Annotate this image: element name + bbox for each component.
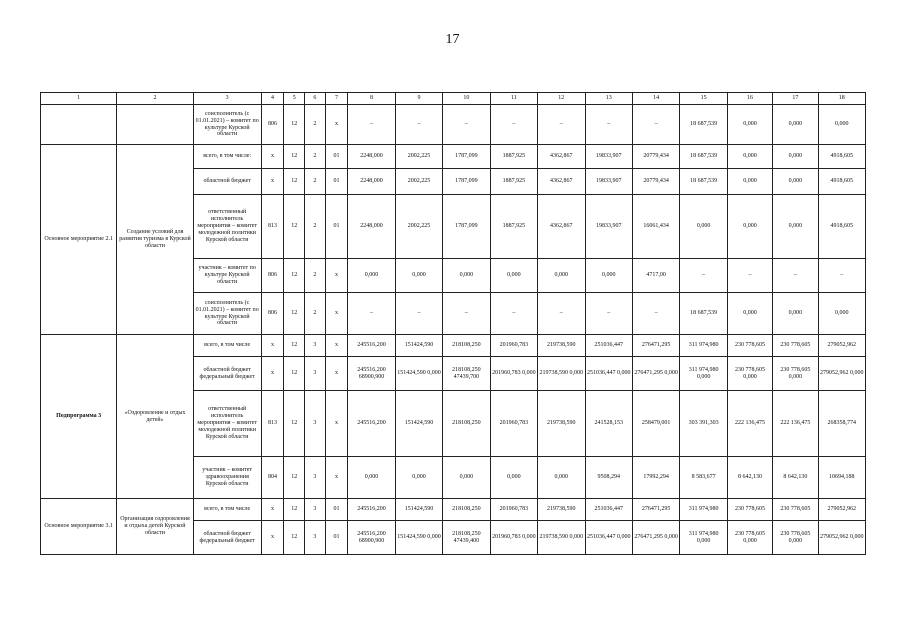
value-cell: 3 xyxy=(305,457,326,499)
value-cell: 2002,225 xyxy=(395,195,442,259)
value-cell: 222 136,475 xyxy=(727,391,772,457)
executor-cell: областной бюджет федеральный бюджет xyxy=(193,521,261,555)
value-cell: 8 642,130 xyxy=(773,457,818,499)
value-cell: 3 xyxy=(305,335,326,357)
value-cell: 230 778,605 xyxy=(727,335,772,357)
value-cell: 0,000 xyxy=(773,169,818,195)
value-cell: – xyxy=(773,259,818,293)
value-cell: 20779,434 xyxy=(632,169,679,195)
value-cell: 2248,000 xyxy=(348,169,395,195)
value-cell: 230 778,605 xyxy=(773,499,818,521)
value-cell: 12 xyxy=(284,335,305,357)
value-cell: x xyxy=(261,145,284,169)
value-cell: 251036,447 xyxy=(585,499,632,521)
value-cell: – xyxy=(538,105,585,145)
value-cell: 0,000 xyxy=(727,169,772,195)
value-cell: 12 xyxy=(284,391,305,457)
value-cell: – xyxy=(490,105,537,145)
value-cell: 0,000 xyxy=(538,259,585,293)
value-cell: 230 778,605 0,000 xyxy=(727,521,772,555)
program-description-cell: «Оздоровление и отдых детей» xyxy=(117,335,193,499)
value-cell: 2248,000 xyxy=(348,195,395,259)
value-cell: 2 xyxy=(305,293,326,335)
executor-cell: областной бюджет xyxy=(193,169,261,195)
value-cell: 276471,295 0,000 xyxy=(632,521,679,555)
value-cell: 279052,962 0,000 xyxy=(818,521,865,555)
column-header: 12 xyxy=(538,93,585,105)
executor-cell: ответственный исполнитель мероприятия – комитет молодежной политики Курской области xyxy=(193,391,261,457)
value-cell: 0,000 xyxy=(443,457,490,499)
value-cell: 4717,00 xyxy=(632,259,679,293)
value-cell: 230 778,605 0,000 xyxy=(773,521,818,555)
value-cell: 218108,250 xyxy=(443,391,490,457)
value-cell: 222 136,475 xyxy=(773,391,818,457)
column-header: 8 xyxy=(348,93,395,105)
value-cell: 10694,188 xyxy=(818,457,865,499)
value-cell: 12 xyxy=(284,105,305,145)
value-cell: – xyxy=(395,293,442,335)
value-cell: x xyxy=(325,335,348,357)
value-cell: 0,000 xyxy=(443,259,490,293)
value-cell: 201960,783 xyxy=(490,391,537,457)
value-cell: – xyxy=(727,259,772,293)
value-cell: 3 xyxy=(305,521,326,555)
column-header: 13 xyxy=(585,93,632,105)
value-cell: 3 xyxy=(305,357,326,391)
executor-cell: участник – комитет здравоохранения Курской области xyxy=(193,457,261,499)
column-header: 17 xyxy=(773,93,818,105)
value-cell: – xyxy=(443,105,490,145)
value-cell: 2 xyxy=(305,259,326,293)
program-description-cell: Создание условий для развития туризма в Курской области xyxy=(117,145,193,335)
value-cell: 1787,099 xyxy=(443,169,490,195)
value-cell: – xyxy=(585,293,632,335)
value-cell: 251036,447 xyxy=(585,335,632,357)
value-cell: x xyxy=(325,357,348,391)
value-cell: 19833,907 xyxy=(585,169,632,195)
value-cell: 218108,250 47439,700 xyxy=(443,357,490,391)
value-cell: x xyxy=(261,335,284,357)
program-name-cell: Подпрограмма 3 xyxy=(41,335,117,499)
value-cell: 0,000 xyxy=(773,105,818,145)
value-cell: 258479,001 xyxy=(632,391,679,457)
column-header: 6 xyxy=(305,93,326,105)
value-cell: 813 xyxy=(261,195,284,259)
value-cell: 0,000 xyxy=(773,145,818,169)
value-cell: 2 xyxy=(305,145,326,169)
column-header: 15 xyxy=(680,93,727,105)
value-cell: x xyxy=(261,357,284,391)
value-cell: – xyxy=(348,293,395,335)
column-header: 16 xyxy=(727,93,772,105)
value-cell: 219738,590 xyxy=(538,391,585,457)
value-cell: 151424,590 0,000 xyxy=(395,521,442,555)
value-cell: 0,000 xyxy=(818,105,865,145)
value-cell: 20779,434 xyxy=(632,145,679,169)
value-cell: 201960,783 0,000 xyxy=(490,521,537,555)
value-cell: 0,000 xyxy=(727,293,772,335)
value-cell: 218108,250 xyxy=(443,499,490,521)
value-cell: 245516,200 xyxy=(348,391,395,457)
value-cell: 4918,605 xyxy=(818,145,865,169)
value-cell: 0,000 xyxy=(727,145,772,169)
value-cell: 01 xyxy=(325,521,348,555)
value-cell: 2 xyxy=(305,169,326,195)
column-header: 3 xyxy=(193,93,261,105)
value-cell: x xyxy=(325,105,348,145)
value-cell: 230 778,605 xyxy=(727,499,772,521)
value-cell: 18 687,539 xyxy=(680,105,727,145)
column-header: 5 xyxy=(284,93,305,105)
value-cell: 201960,783 xyxy=(490,335,537,357)
executor-cell: участник – комитет по культуре Курской области xyxy=(193,259,261,293)
column-header: 2 xyxy=(117,93,193,105)
value-cell: 0,000 xyxy=(773,195,818,259)
value-cell: x xyxy=(261,521,284,555)
executor-cell: соисполнитель (с 01.01.2021) – комитет по культуре Курской области xyxy=(193,293,261,335)
column-header: 10 xyxy=(443,93,490,105)
value-cell: – xyxy=(585,105,632,145)
value-cell: 8 583,677 xyxy=(680,457,727,499)
executor-cell: областной бюджет федеральный бюджет xyxy=(193,357,261,391)
value-cell: 1787,099 xyxy=(443,195,490,259)
program-name-cell: Основное мероприятие 3.1 xyxy=(41,499,117,555)
program-description-cell xyxy=(117,105,193,145)
value-cell: – xyxy=(348,105,395,145)
value-cell: 245516,200 68900,900 xyxy=(348,357,395,391)
value-cell: 12 xyxy=(284,499,305,521)
value-cell: 219738,590 0,000 xyxy=(538,357,585,391)
value-cell: 01 xyxy=(325,169,348,195)
value-cell: 276471,295 xyxy=(632,499,679,521)
program-description-cell: Организация оздоровления и отдыха детей Курской области xyxy=(117,499,193,555)
value-cell: 245516,200 xyxy=(348,335,395,357)
value-cell: 219738,590 0,000 xyxy=(538,521,585,555)
column-header: 1 xyxy=(41,93,117,105)
value-cell: 2002,225 xyxy=(395,169,442,195)
value-cell: 241528,153 xyxy=(585,391,632,457)
value-cell: 1787,099 xyxy=(443,145,490,169)
value-cell: 0,000 xyxy=(490,457,537,499)
value-cell: 230 778,605 0,000 xyxy=(773,357,818,391)
value-cell: 219738,590 xyxy=(538,335,585,357)
value-cell: – xyxy=(818,259,865,293)
table-row xyxy=(41,145,866,169)
value-cell: 151424,590 0,000 xyxy=(395,357,442,391)
value-cell: 16061,434 xyxy=(632,195,679,259)
page-number: 17 xyxy=(445,32,460,47)
value-cell: 2 xyxy=(305,195,326,259)
column-header: 11 xyxy=(490,93,537,105)
table-row xyxy=(41,105,866,145)
value-cell: 0,000 xyxy=(680,195,727,259)
value-cell: 17992,294 xyxy=(632,457,679,499)
value-cell: 279052,962 xyxy=(818,499,865,521)
value-cell: 218108,250 47439,400 xyxy=(443,521,490,555)
value-cell: – xyxy=(538,293,585,335)
budget-table xyxy=(40,92,866,555)
value-cell: 0,000 xyxy=(773,293,818,335)
value-cell: 0,000 xyxy=(348,457,395,499)
value-cell: 0,000 xyxy=(818,293,865,335)
value-cell: 4918,605 xyxy=(818,169,865,195)
value-cell: 219738,590 xyxy=(538,499,585,521)
value-cell: 4362,867 xyxy=(538,169,585,195)
value-cell: x xyxy=(325,391,348,457)
value-cell: – xyxy=(632,293,679,335)
value-cell: 0,000 xyxy=(395,457,442,499)
column-header: 9 xyxy=(395,93,442,105)
value-cell: – xyxy=(632,105,679,145)
value-cell: 311 974,980 xyxy=(680,335,727,357)
value-cell: 806 xyxy=(261,105,284,145)
value-cell: 8 642,130 xyxy=(727,457,772,499)
value-cell: 151424,590 xyxy=(395,499,442,521)
value-cell: 01 xyxy=(325,145,348,169)
value-cell: 9508,294 xyxy=(585,457,632,499)
value-cell: 230 778,605 xyxy=(773,335,818,357)
value-cell: 3 xyxy=(305,499,326,521)
table-row xyxy=(41,499,866,521)
column-header: 14 xyxy=(632,93,679,105)
value-cell: 2002,225 xyxy=(395,145,442,169)
value-cell: 12 xyxy=(284,293,305,335)
value-cell: 0,000 xyxy=(538,457,585,499)
value-cell: 311 974,980 0,000 xyxy=(680,357,727,391)
value-cell: 4362,867 xyxy=(538,145,585,169)
value-cell: 279052,962 xyxy=(818,335,865,357)
value-cell: 201960,783 xyxy=(490,499,537,521)
value-cell: 276471,295 xyxy=(632,335,679,357)
program-name-cell: Основное мероприятие 2.1 xyxy=(41,145,117,335)
column-header: 4 xyxy=(261,93,284,105)
value-cell: 303 391,303 xyxy=(680,391,727,457)
value-cell: x xyxy=(325,457,348,499)
table-row xyxy=(41,335,866,357)
value-cell: 12 xyxy=(284,145,305,169)
value-cell: x xyxy=(261,169,284,195)
value-cell: 245516,200 xyxy=(348,499,395,521)
executor-cell: всего, в том числе xyxy=(193,499,261,521)
value-cell: 18 687,539 xyxy=(680,293,727,335)
value-cell: 1887,925 xyxy=(490,169,537,195)
value-cell: x xyxy=(325,259,348,293)
value-cell: 218108,250 xyxy=(443,335,490,357)
value-cell: 151424,590 xyxy=(395,391,442,457)
value-cell: 0,000 xyxy=(727,195,772,259)
value-cell: 279052,962 0,000 xyxy=(818,357,865,391)
value-cell: 0,000 xyxy=(395,259,442,293)
value-cell: 806 xyxy=(261,259,284,293)
value-cell: 12 xyxy=(284,195,305,259)
value-cell: 0,000 xyxy=(727,105,772,145)
executor-cell: всего, в том числе: xyxy=(193,145,261,169)
value-cell: 12 xyxy=(284,521,305,555)
value-cell: 01 xyxy=(325,195,348,259)
value-cell: 2 xyxy=(305,105,326,145)
value-cell: 1887,925 xyxy=(490,195,537,259)
value-cell: 3 xyxy=(305,391,326,457)
value-cell: x xyxy=(325,293,348,335)
value-cell: 151424,590 xyxy=(395,335,442,357)
executor-cell: всего, в том числе xyxy=(193,335,261,357)
value-cell: 251036,447 0,000 xyxy=(585,357,632,391)
value-cell: 201960,783 0,000 xyxy=(490,357,537,391)
value-cell: – xyxy=(395,105,442,145)
value-cell: 311 974,980 xyxy=(680,499,727,521)
executor-cell: ответственный исполнитель мероприятия – комитет молодежной политики Курской области xyxy=(193,195,261,259)
value-cell: 0,000 xyxy=(585,259,632,293)
column-header: 18 xyxy=(818,93,865,105)
value-cell: 0,000 xyxy=(348,259,395,293)
value-cell: 804 xyxy=(261,457,284,499)
value-cell: 18 687,539 xyxy=(680,169,727,195)
value-cell: 18 687,539 xyxy=(680,145,727,169)
value-cell: 806 xyxy=(261,293,284,335)
header-row xyxy=(41,93,866,105)
value-cell: 230 778,605 0,000 xyxy=(727,357,772,391)
value-cell: 1887,925 xyxy=(490,145,537,169)
value-cell: 01 xyxy=(325,499,348,521)
value-cell: – xyxy=(490,293,537,335)
value-cell: 311 974,980 0,000 xyxy=(680,521,727,555)
value-cell: 813 xyxy=(261,391,284,457)
value-cell: 12 xyxy=(284,259,305,293)
value-cell: 245516,200 68900,900 xyxy=(348,521,395,555)
value-cell: 4918,605 xyxy=(818,195,865,259)
column-header: 7 xyxy=(325,93,348,105)
program-name-cell xyxy=(41,105,117,145)
value-cell: 4362,867 xyxy=(538,195,585,259)
value-cell: 12 xyxy=(284,357,305,391)
value-cell: 276471,295 0,000 xyxy=(632,357,679,391)
value-cell: 268358,774 xyxy=(818,391,865,457)
executor-cell: соисполнитель (с 01.01.2021) – комитет по культуре Курской области xyxy=(193,105,261,145)
value-cell: 19833,907 xyxy=(585,195,632,259)
value-cell: – xyxy=(443,293,490,335)
value-cell: 19833,907 xyxy=(585,145,632,169)
value-cell: x xyxy=(261,499,284,521)
value-cell: 2248,000 xyxy=(348,145,395,169)
value-cell: 12 xyxy=(284,457,305,499)
value-cell: 0,000 xyxy=(490,259,537,293)
value-cell: 251036,447 0,000 xyxy=(585,521,632,555)
value-cell: 12 xyxy=(284,169,305,195)
value-cell: – xyxy=(680,259,727,293)
